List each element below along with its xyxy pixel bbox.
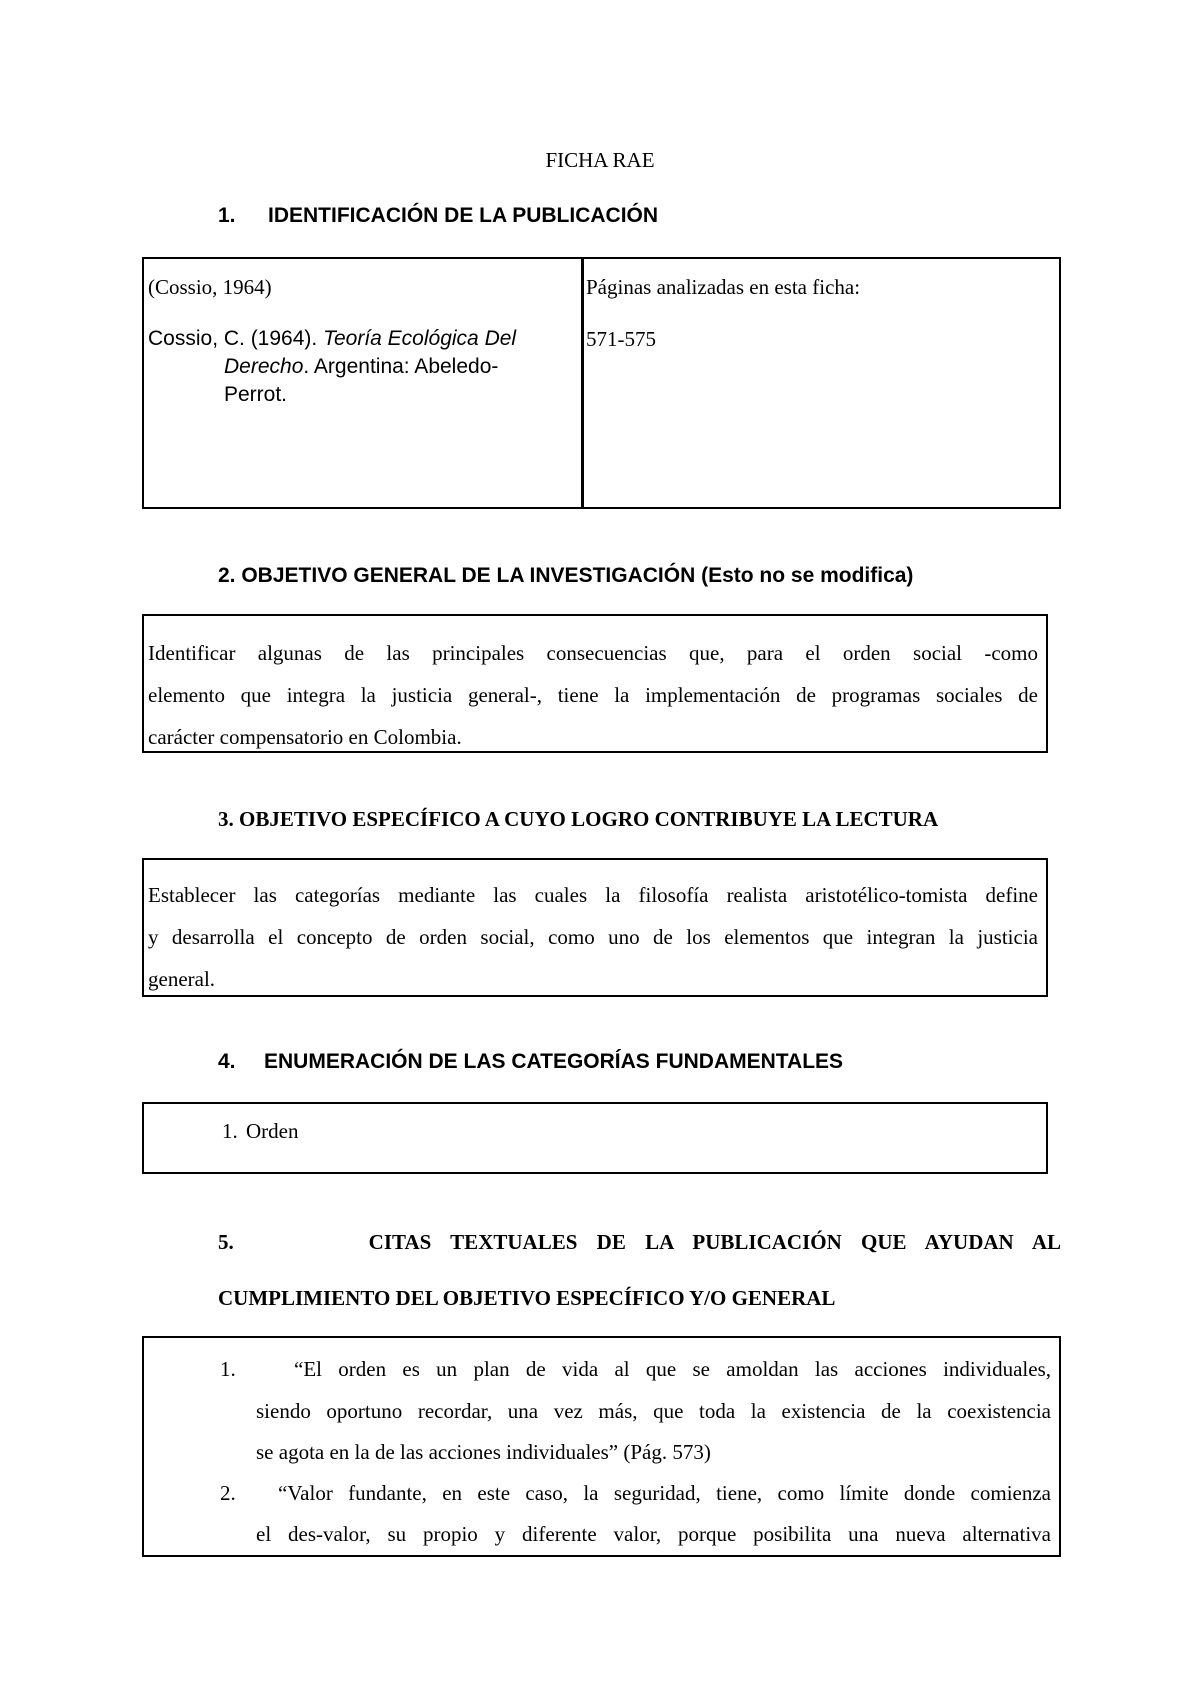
- reference-prefix: Cossio, C. (1964).: [148, 327, 324, 350]
- document-title: FICHA RAE: [545, 148, 655, 172]
- pages-label: Páginas analizadas en esta ficha:: [586, 275, 861, 299]
- specific-objective-text: [148, 874, 1038, 1000]
- quote-1-line-3: se agota en la de las acciones individuales” (Pág. 573): [256, 1440, 711, 1464]
- category-item-number: 1.: [222, 1119, 238, 1143]
- general-objective-line: Identificar algunas de las principales consecuencias que, para el orden social -como: [148, 641, 1038, 665]
- general-objective-line: carácter compensatorio en Colombia.: [148, 725, 462, 749]
- category-item-text: Orden: [246, 1119, 299, 1143]
- section-5-heading-line-2: CUMPLIMIENTO DEL OBJETIVO ESPECÍFICO Y/O GENERAL: [218, 1286, 836, 1310]
- specific-objective-line: general.: [148, 967, 216, 991]
- section-5-heading-line-1: 5. CITAS TEXTUALES DE LA PUBLICACIÓN QUE AYUDAN AL: [218, 1230, 1061, 1254]
- section-1-heading: IDENTIFICACIÓN DE LA PUBLICACIÓN: [268, 204, 659, 227]
- pages-value: 571-575: [586, 327, 656, 351]
- identification-table: [142, 257, 1061, 509]
- specific-objective-line: y desarrolla el concepto de orden social, como uno de los elementos que integran la justicia: [148, 925, 1038, 949]
- specific-objective-box: [142, 858, 1048, 997]
- section-3-heading: 3. OBJETIVO ESPECÍFICO A CUYO LOGRO CONTRIBUYE LA LECTURA: [218, 807, 939, 831]
- quote-2-number: 2.: [220, 1481, 236, 1505]
- quote-1-line-2: siendo oportuno recordar, una vez más, que toda la existencia de la coexistencia: [256, 1399, 1051, 1423]
- section-2-heading: 2. OBJETIVO GENERAL DE LA INVESTIGACIÓN (Esto no se modifica): [218, 564, 914, 587]
- short-citation: (Cossio, 1964): [148, 275, 272, 299]
- reference-title: Teoría Ecológica Del: [323, 327, 517, 350]
- quote-1-number: 1.: [220, 1357, 236, 1381]
- reference-title-cont: Derecho: [224, 355, 304, 378]
- reference-line-2: [224, 354, 498, 380]
- quote-2-line-1: “Valor fundante, en este caso, la seguridad, tiene, como límite donde comienza: [278, 1481, 1051, 1505]
- general-objective-line: elemento que integra la justicia general-, tiene la implementación de programas sociales de: [148, 683, 1038, 707]
- quote-1-line-1: “El orden es un plan de vida al que se amoldan las acciones individuales,: [294, 1357, 1051, 1381]
- general-objective-box: [142, 614, 1048, 753]
- table-divider: [581, 259, 584, 507]
- section-4-heading: ENUMERACIÓN DE LAS CATEGORÍAS FUNDAMENTALES: [264, 1050, 844, 1073]
- categories-box: [142, 1102, 1048, 1174]
- reference-line-1: [148, 326, 516, 352]
- quote-2-line-2: el des-valor, su propio y diferente valor, porque posibilita una nueva alternativa: [256, 1522, 1051, 1546]
- reference-line-3: Perrot.: [224, 383, 288, 406]
- general-objective-text: [148, 632, 1038, 758]
- quotes-box: [142, 1336, 1061, 1557]
- reference-publisher: . Argentina: Abeledo-: [303, 355, 499, 378]
- specific-objective-line: Establecer las categorías mediante las cuales la filosofía realista aristotélico-tomista define: [148, 883, 1038, 907]
- section-4-number: 4.: [218, 1050, 236, 1073]
- section-1-number: 1.: [218, 204, 236, 227]
